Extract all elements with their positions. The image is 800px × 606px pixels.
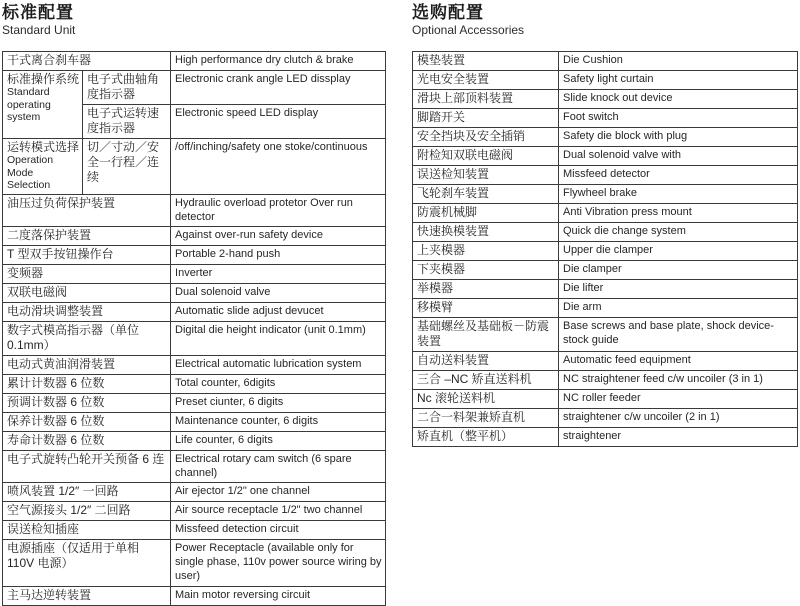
cell-zh: 下夹模器 <box>413 260 559 279</box>
cell-en: Electrical rotary cam switch (6 spare channel) <box>171 451 386 483</box>
cell-zh: 预调计数器 6 位数 <box>3 394 171 413</box>
cell-zh: Nc 滚轮送料机 <box>413 389 559 408</box>
optional-title-zh: 选购配置 <box>412 3 484 22</box>
cell-zh: 安全挡块及安全插销 <box>413 127 559 146</box>
cell-zh: 光电安全装置 <box>413 70 559 89</box>
cell-en: Automatic slide adjust devucet <box>171 303 386 322</box>
cell-en: Base screws and base plate, shock device-stock guide <box>559 317 798 351</box>
cell-group-operation-mode <box>3 138 83 194</box>
table-row <box>413 222 798 241</box>
cell-zh: 举模器 <box>413 279 559 298</box>
cell-zh: 误送检知装置 <box>413 165 559 184</box>
cell-en: Hydraulic overload protetor Over run detector <box>171 194 386 226</box>
cell-en: NC roller feeder <box>559 389 798 408</box>
cell-zh: 模垫装置 <box>413 51 559 70</box>
cell-zh: 滑块上部顶料装置 <box>413 89 559 108</box>
table-row <box>3 586 386 605</box>
cell-en: Die Cushion <box>559 51 798 70</box>
cell-en: Air ejector 1/2" one channel <box>171 483 386 502</box>
cell-zh: 双联电磁阀 <box>3 284 171 303</box>
cell-zh: 二合一料架兼矫直机 <box>413 408 559 427</box>
cell-en: Total counter, 6digits <box>171 375 386 394</box>
cell-zh: 累计计数器 6 位数 <box>3 375 171 394</box>
cell-en: straightener c/w uncoiler (2 in 1) <box>559 408 798 427</box>
cell-en: Preset ciunter, 6 digits <box>171 394 386 413</box>
table-row <box>413 408 798 427</box>
standard-title-en: Standard Unit <box>2 23 76 38</box>
table-row <box>413 146 798 165</box>
table-row <box>3 70 386 104</box>
table-row <box>3 284 386 303</box>
table-row <box>3 227 386 246</box>
table-row <box>3 502 386 521</box>
cell-zh: 三合 –NC 矫直送料机 <box>413 370 559 389</box>
cell-zh: 脚踏开关 <box>413 108 559 127</box>
cell-zh: 附检知双联电磁阀 <box>413 146 559 165</box>
cell-zh: 电子式曲轴角度指示器 <box>83 70 171 104</box>
cell-zh: 自动送料装置 <box>413 351 559 370</box>
cell-en: Slide knock out device <box>559 89 798 108</box>
cell-zh: 矫直机（整平机） <box>413 427 559 446</box>
table-row <box>3 483 386 502</box>
cell-zh: 寿命计数器 6 位数 <box>3 432 171 451</box>
cell-zh: 空气源接头 1/2″ 二回路 <box>3 502 171 521</box>
cell-zh: 上夹模器 <box>413 241 559 260</box>
cell-zh: 误送检知插座 <box>3 521 171 540</box>
table-row <box>3 451 386 483</box>
cell-en: Safety light curtain <box>559 70 798 89</box>
cell-en: Maintenance counter, 6 digits <box>171 413 386 432</box>
cell-en: straightener <box>559 427 798 446</box>
table-row <box>3 394 386 413</box>
standard-table-rows <box>3 194 386 605</box>
table-row <box>3 375 386 394</box>
optional-table <box>412 51 798 447</box>
cell-zh: T 型双手按钮操作台 <box>3 246 171 265</box>
group-label-zh: 运转模式选择 <box>7 139 80 154</box>
cell-en: Electronic speed LED display <box>171 104 386 138</box>
cell-en: Foot switch <box>559 108 798 127</box>
table-row <box>3 413 386 432</box>
cell-zh: 移模臂 <box>413 298 559 317</box>
table-row <box>413 184 798 203</box>
group-label-en: Standard operating system <box>7 86 51 124</box>
table-row <box>3 521 386 540</box>
cell-zh: 干式离合刹车器 <box>3 51 171 70</box>
cell-zh: 电子式运转速度指示器 <box>83 104 171 138</box>
table-row <box>413 127 798 146</box>
cell-en: Electrical automatic lubrication system <box>171 356 386 375</box>
table-row <box>413 203 798 222</box>
cell-zh: 电子式旋转凸轮开关预备 6 连 <box>3 451 171 483</box>
cell-en: Electronic crank angle LED dissplay <box>171 70 386 104</box>
table-row <box>3 194 386 226</box>
standard-table-head-rows <box>3 51 386 194</box>
table-row <box>3 138 386 194</box>
cell-en: Automatic feed equipment <box>559 351 798 370</box>
table-row <box>413 370 798 389</box>
cell-zh: 数字式模高指示器（单位 0.1mm） <box>3 322 171 356</box>
table-row <box>413 279 798 298</box>
group-label-zh: 标准操作系统 <box>7 71 80 86</box>
table-row <box>413 165 798 184</box>
table-row <box>413 70 798 89</box>
cell-en: Flywheel brake <box>559 184 798 203</box>
cell-en: Air source receptacle 1/2" two channel <box>171 502 386 521</box>
cell-en: Dual solenoid valve <box>171 284 386 303</box>
table-row <box>413 241 798 260</box>
group-label-en: Operation Mode Selection <box>7 154 54 192</box>
table-row <box>413 89 798 108</box>
table-row <box>413 260 798 279</box>
cell-zh: 变频器 <box>3 265 171 284</box>
cell-en: Anti Vibration press mount <box>559 203 798 222</box>
cell-en: High performance dry clutch & brake <box>171 51 386 70</box>
cell-zh: 飞轮刹车装置 <box>413 184 559 203</box>
cell-en: Power Receptacle (available only for single phase, 110v power source wiring by user) <box>171 540 386 586</box>
cell-en: Die arm <box>559 298 798 317</box>
cell-zh: 主马达逆转装置 <box>3 586 171 605</box>
table-row <box>3 265 386 284</box>
cell-zh: 切／寸动／安全一行程／连续 <box>83 138 171 194</box>
standard-section <box>2 3 386 606</box>
cell-en: Missfeed detection circuit <box>171 521 386 540</box>
table-row <box>413 427 798 446</box>
cell-en: Digital die height indicator (unit 0.1mm) <box>171 322 386 356</box>
standard-title-zh: 标准配置 <box>2 3 74 22</box>
cell-en: Inverter <box>171 265 386 284</box>
table-row <box>3 540 386 586</box>
cell-zh: 电动式黄油润滑装置 <box>3 356 171 375</box>
cell-group-operating-system <box>3 70 83 138</box>
cell-zh: 喷风装置 1/2″ 一回路 <box>3 483 171 502</box>
cell-zh: 基础螺丝及基础板－防震装置 <box>413 317 559 351</box>
cell-en: Life counter, 6 digits <box>171 432 386 451</box>
table-row <box>413 298 798 317</box>
cell-en: Against over-run safety device <box>171 227 386 246</box>
optional-table-rows <box>413 51 798 446</box>
optional-section <box>412 3 798 447</box>
cell-zh: 快速换模装置 <box>413 222 559 241</box>
cell-en: Die clamper <box>559 260 798 279</box>
cell-en: Portable 2-hand push <box>171 246 386 265</box>
cell-en: Die lifter <box>559 279 798 298</box>
cell-zh: 保养计数器 6 位数 <box>3 413 171 432</box>
optional-title-en: Optional Accessories <box>412 23 525 38</box>
table-row <box>413 389 798 408</box>
table-row <box>413 351 798 370</box>
cell-en: Missfeed detector <box>559 165 798 184</box>
standard-table <box>2 51 386 606</box>
cell-zh: 电源插座（仅适用于单相 110V 电源） <box>3 540 171 586</box>
table-row <box>3 322 386 356</box>
cell-en: NC straightener feed c/w uncoiler (3 in 1) <box>559 370 798 389</box>
cell-en: /off/inching/safety one stoke/continuous <box>171 138 386 194</box>
table-row <box>3 356 386 375</box>
table-row <box>3 246 386 265</box>
cell-en: Dual solenoid valve with <box>559 146 798 165</box>
cell-en: Quick die change system <box>559 222 798 241</box>
cell-zh: 二度落保护装置 <box>3 227 171 246</box>
table-row <box>3 432 386 451</box>
cell-zh: 电动滑块调整装置 <box>3 303 171 322</box>
cell-en: Main motor reversing circuit <box>171 586 386 605</box>
table-row <box>413 51 798 70</box>
table-row <box>413 317 798 351</box>
table-row <box>413 108 798 127</box>
cell-en: Upper die clamper <box>559 241 798 260</box>
table-row <box>3 303 386 322</box>
cell-en: Safety die block with plug <box>559 127 798 146</box>
table-row <box>3 51 386 70</box>
cell-zh: 油压过负荷保护装置 <box>3 194 171 226</box>
cell-zh: 防震机械脚 <box>413 203 559 222</box>
